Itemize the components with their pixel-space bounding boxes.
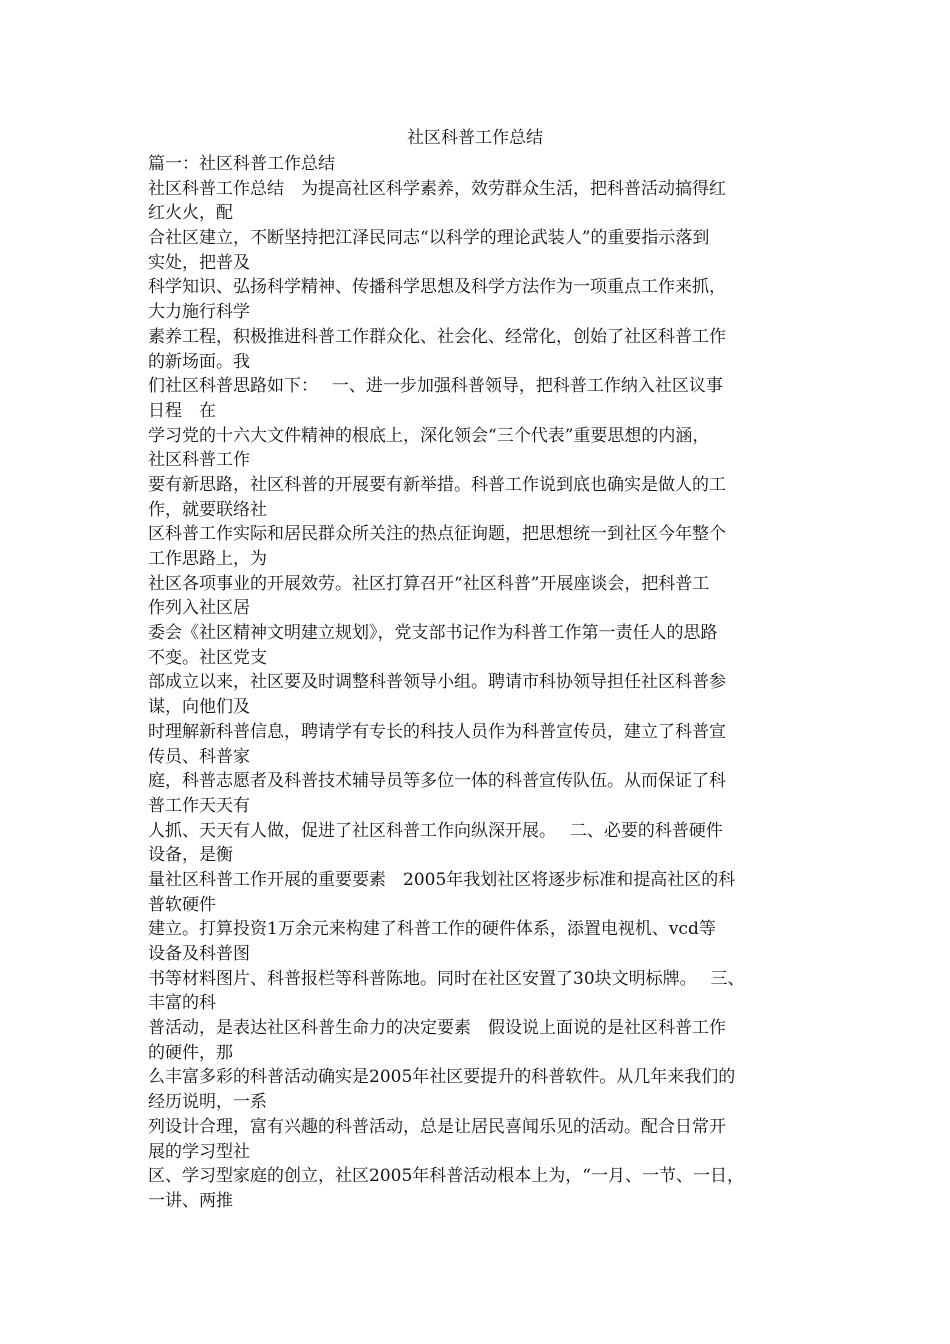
text-line: 作列入社区居 <box>148 598 250 619</box>
text-line: 普软硬件 <box>148 894 216 915</box>
text-line: 大力施行科学 <box>148 302 250 323</box>
text-line: 实处，把普及 <box>148 252 250 273</box>
text-line: 区、学习型家庭的创立，社区2005年科普活动根本上为，“一月、一节、一日， <box>148 1166 744 1187</box>
text-line: 建立。打算投资1万余元来构建了科普工作的硬件体系，添置电视机、vcd等 <box>148 919 716 940</box>
text-line: 红火火，配 <box>148 203 233 224</box>
text-line: 普工作天天有 <box>148 795 250 816</box>
text-line: 社区科普工作总结 为提高社区科学素养，效劳群众生活，把科普活动搞得红 <box>148 178 726 199</box>
text-line: 人抓、天天有人做，促进了社区科普工作向纵深开展。 二、必要的科普硬件 <box>148 820 723 841</box>
text-line: 展的学习型社 <box>148 1141 250 1162</box>
text-line: 的硬件，那 <box>148 1042 233 1063</box>
text-line: 科学知识、弘扬科学精神、传播科学思想及科学方法作为一项重点工作来抓， <box>148 277 726 298</box>
text-line: 经历说明，一系 <box>148 1092 267 1113</box>
text-line: 合社区建立，不断坚持把江泽民同志“以科学的理论武装人”的重要指示落到 <box>148 228 710 249</box>
text-line: 时理解新科普信息，聘请学有专长的科技人员作为科普宣传员，建立了科普宣 <box>148 721 726 742</box>
text-line: 一讲、两推 <box>148 1190 233 1211</box>
text-line: 庭，科普志愿者及科普技术辅导员等多位一体的科普宣传队伍。从而保证了科 <box>148 771 726 792</box>
text-line: 作，就要联络社 <box>148 499 267 520</box>
document-body <box>148 152 828 1214</box>
text-line: 传员、科普家 <box>148 746 250 767</box>
text-line: 们社区科普思路如下： 一、进一步加强科普领导，把科普工作纳入社区议事 <box>148 376 723 397</box>
text-line: 量社区科普工作开展的重要要素 2005年我划社区将逐步标准和提高社区的科 <box>148 869 736 890</box>
text-line: 不变。社区党支 <box>148 647 267 668</box>
text-line: 素养工程，积极推进科普工作群众化、社会化、经常化，创始了社区科普工作 <box>148 326 726 347</box>
text-line: 社区各项事业的开展效劳。社区打算召开“社区科普”开展座谈会，把科普工 <box>148 573 710 594</box>
text-line: 设备，是衡 <box>148 845 233 866</box>
text-line: 书等材料图片、科普报栏等科普陈地。同时在社区安置了30块文明标牌。 三、 <box>148 968 745 989</box>
text-line: 普活动，是表达社区科普生命力的决定要素 假设说上面说的是社区科普工作 <box>148 1018 726 1039</box>
text-line: 学习党的十六大文件精神的根底上，深化领会“三个代表”重要思想的内涵， <box>148 425 710 446</box>
text-line: 社区科普工作 <box>148 450 250 471</box>
text-line: 列设计合理，富有兴趣的科普活动，总是让居民喜闻乐见的活动。配合日常开 <box>148 1116 726 1137</box>
text-line: 委会《社区精神文明建立规划》，党支部书记作为科普工作第一责任人的思路 <box>148 623 718 644</box>
text-line: 丰富的科 <box>148 993 216 1014</box>
text-line: 区科普工作实际和居民群众所关注的热点征询题，把思想统一到社区今年整个 <box>148 524 726 545</box>
text-line: 要有新思路，社区科普的开展要有新举措。科普工作说到底也确实是做人的工 <box>148 474 726 495</box>
text-line: 设备及科普图 <box>148 944 250 964</box>
text-line: 工作思路上，为 <box>148 549 267 569</box>
text-line: 谋，向他们及 <box>148 697 250 718</box>
text-line: 篇一：社区科普工作总结 <box>148 154 335 174</box>
text-line: 的新场面。我 <box>148 351 250 372</box>
document-title: 社区科普工作总结 <box>407 128 543 148</box>
text-line: 部成立以来，社区要及时调整科普领导小组。聘请市科协领导担任社区科普参 <box>148 672 726 693</box>
text-line: 日程 在 <box>148 400 216 421</box>
text-line: 么丰富多彩的科普活动确实是2005年社区要提升的科普软件。从几年来我们的 <box>148 1067 736 1088</box>
